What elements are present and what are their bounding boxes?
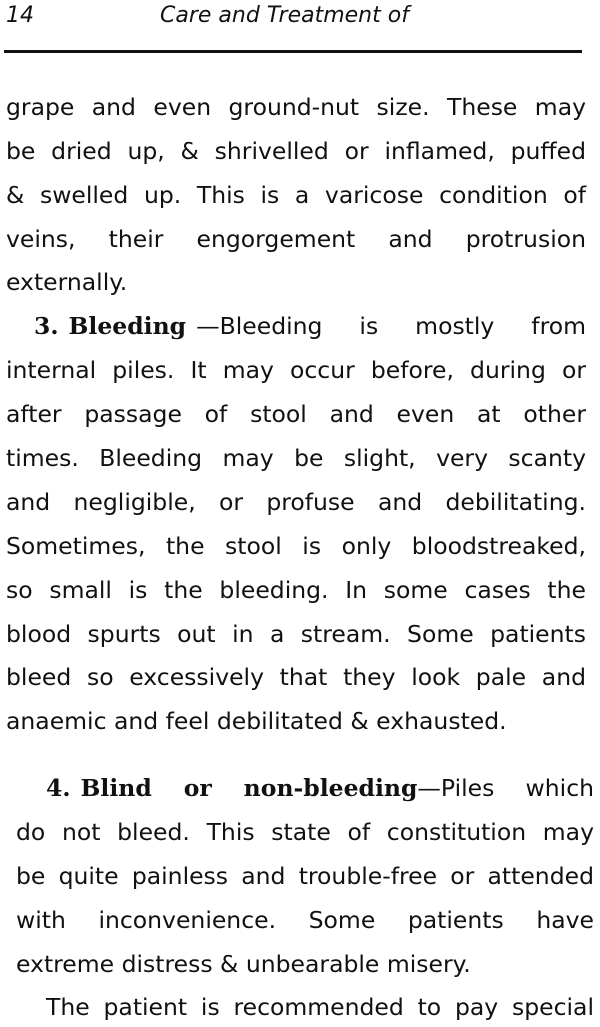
section-heading-line bbox=[34, 311, 586, 341]
section-title: Blind or non-bleeding bbox=[80, 774, 418, 802]
page-header bbox=[0, 0, 600, 56]
text-line: externally. bbox=[6, 268, 128, 296]
text-line: be quite painless and trouble-free or attended bbox=[16, 862, 594, 890]
page-number: 14 bbox=[6, 3, 34, 28]
text-line: & swelled up. This is a varicose condition of bbox=[6, 181, 586, 209]
text-line: grape and even ground-nut size. These may bbox=[6, 93, 586, 121]
text-line: bleed so excessively that they look pale and bbox=[6, 663, 586, 691]
text-line: internal piles. It may occur before, during or bbox=[6, 356, 586, 384]
section-number: 4. bbox=[46, 774, 71, 802]
text-line: be dried up, & shrivelled or inflamed, puffed bbox=[6, 137, 586, 165]
text-line: times. Bleeding may be slight, very scanty bbox=[6, 444, 586, 472]
text-line: with inconvenience. Some patients have bbox=[16, 906, 594, 934]
text-line: anaemic and feel debilitated & exhausted. bbox=[6, 707, 507, 735]
header-rule bbox=[4, 50, 582, 53]
text-line: after passage of stool and even at other bbox=[6, 400, 586, 428]
section-heading-line bbox=[46, 773, 594, 803]
running-head: Care and Treatment of bbox=[160, 3, 409, 28]
text-line: so small is the bleeding. In some cases the bbox=[6, 576, 586, 604]
section-title: Bleeding bbox=[68, 312, 187, 340]
text-line: extreme distress & unbearable misery. bbox=[16, 950, 471, 978]
text-line: veins, their engorgement and protrusion bbox=[6, 225, 586, 253]
text-line: do not bleed. This state of constitution may bbox=[16, 818, 594, 846]
text-line: and negligible, or profuse and debilitating. bbox=[6, 488, 586, 516]
section-lead-text: —Bleeding is mostly from bbox=[196, 312, 586, 340]
text-line: Sometimes, the stool is only bloodstreaked, bbox=[6, 532, 586, 560]
section-lead-text: —Piles which bbox=[417, 774, 595, 802]
section-number: 3. bbox=[34, 312, 59, 340]
text-line: blood spurts out in a stream. Some patients bbox=[6, 620, 586, 648]
text-line: The patient is recommended to pay special bbox=[46, 993, 594, 1021]
